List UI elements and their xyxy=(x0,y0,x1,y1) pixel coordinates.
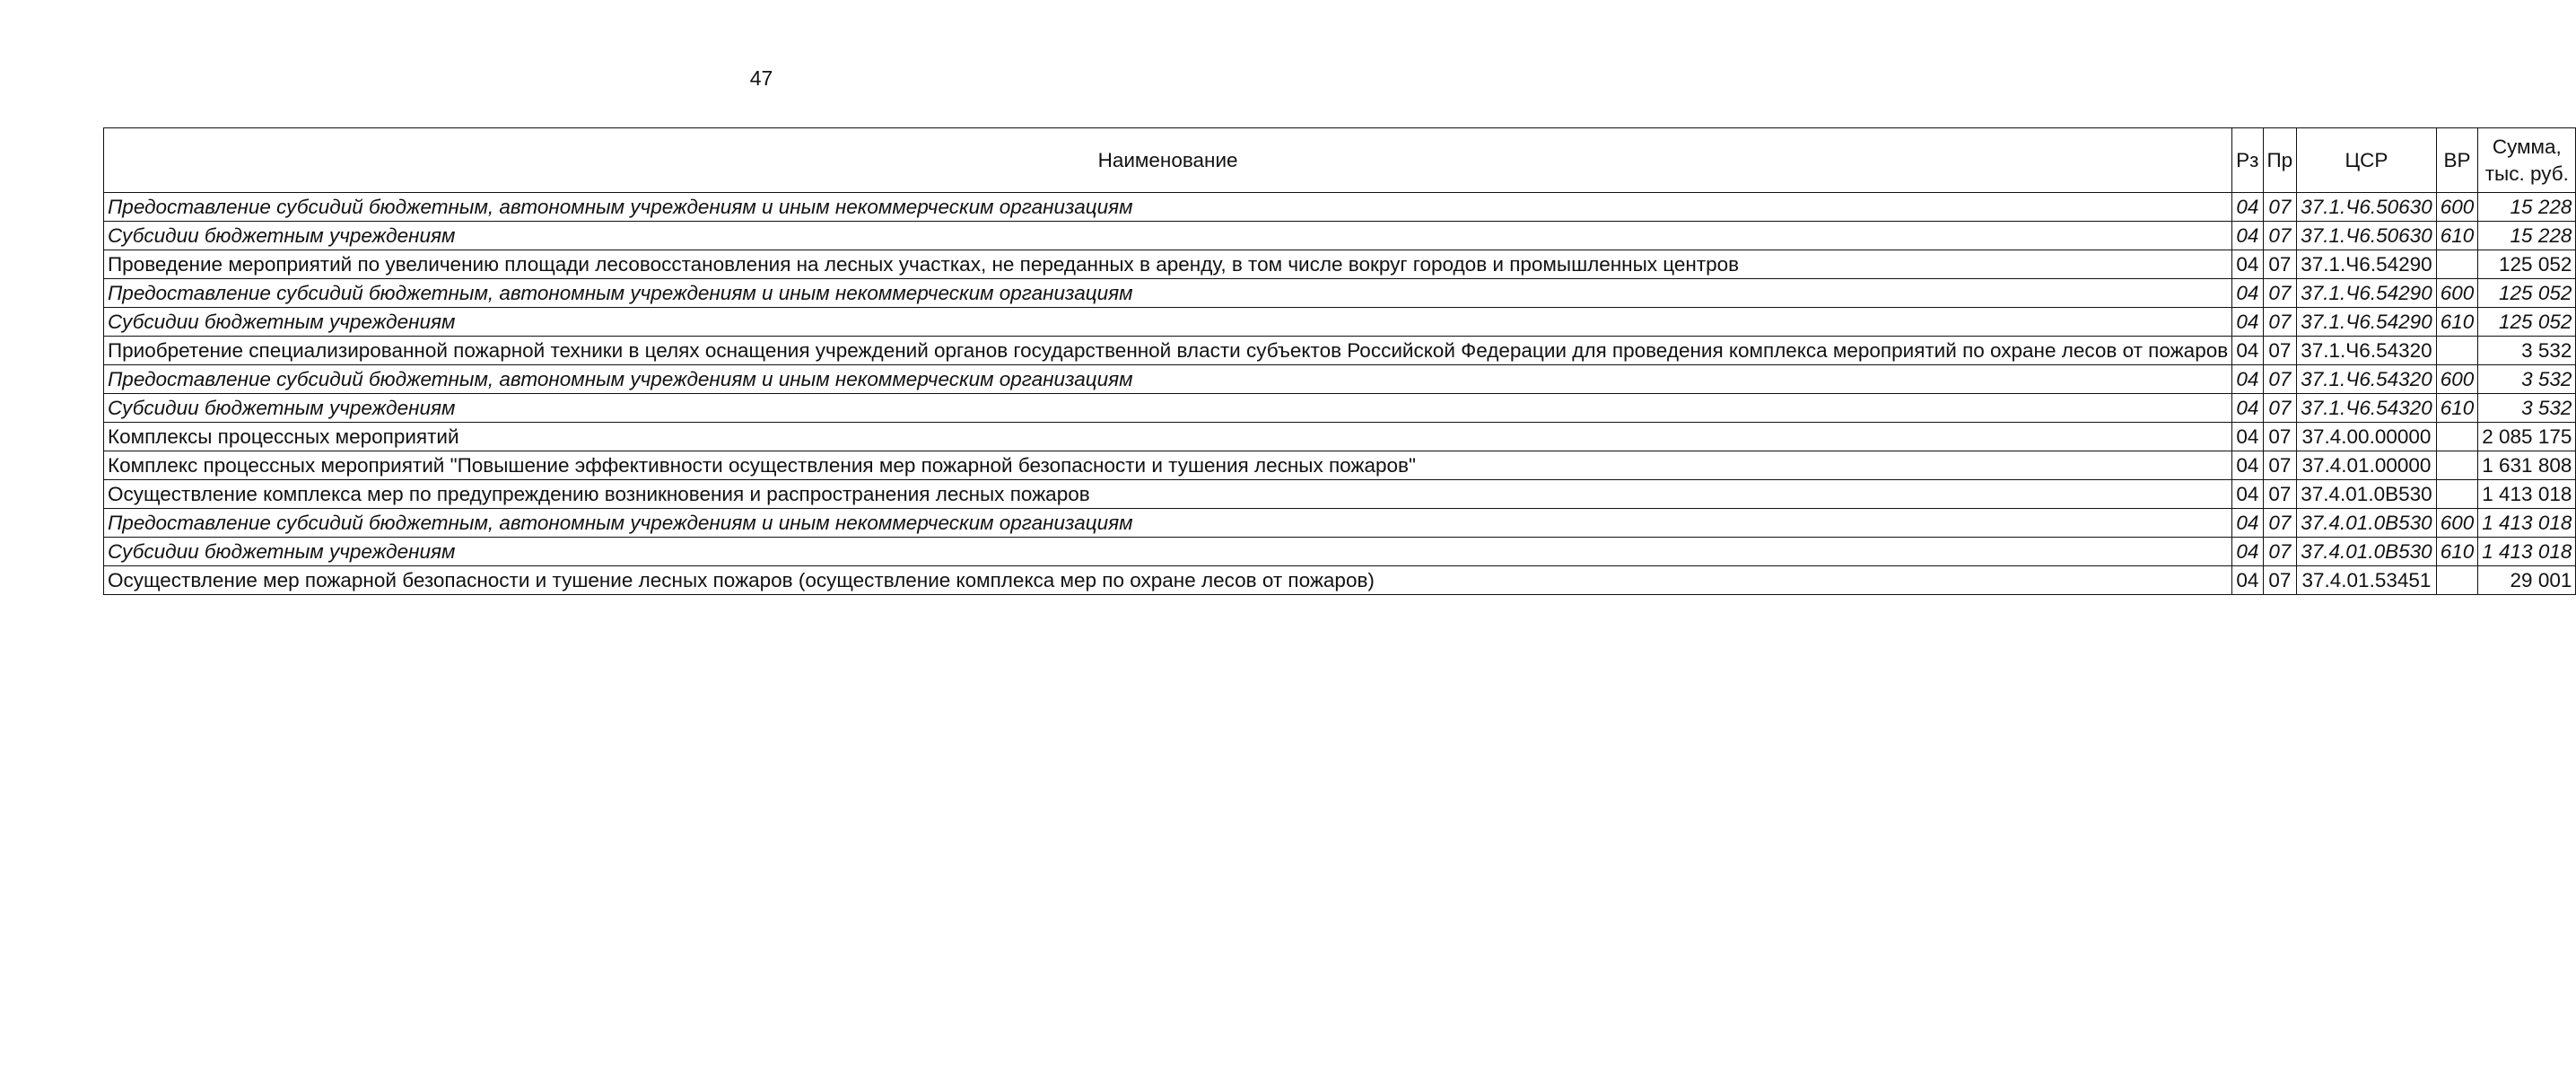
row-rz: 04 xyxy=(2232,566,2263,595)
table-row xyxy=(104,451,2576,480)
row-sum: 29 001 xyxy=(2478,566,2576,595)
row-name: Комплексы процессных мероприятий xyxy=(104,423,2232,451)
row-name: Приобретение специализированной пожарной техники в целях оснащения учреждений органов государственной власти субъектов Российской Федерации для проведения комплекса мероприятий по охране лесов от пожаров xyxy=(104,337,2232,365)
row-sum: 15 228 xyxy=(2478,193,2576,222)
row-vr xyxy=(2436,566,2478,595)
row-rz: 04 xyxy=(2232,480,2263,509)
row-vr: 610 xyxy=(2436,394,2478,423)
table-row xyxy=(104,423,2576,451)
row-rz: 04 xyxy=(2232,365,2263,394)
row-sum: 1 413 018 xyxy=(2478,509,2576,538)
page-number: 47 xyxy=(749,66,773,90)
row-name: Субсидии бюджетным учреждениям xyxy=(104,222,2232,250)
row-name: Предоставление субсидий бюджетным, автономным учреждениям и иным некоммерческим организациям xyxy=(104,365,2232,394)
row-vr: 610 xyxy=(2436,222,2478,250)
row-rz: 04 xyxy=(2232,451,2263,480)
row-csr: 37.4.01.0В530 xyxy=(2297,480,2437,509)
row-rz: 04 xyxy=(2232,509,2263,538)
row-vr xyxy=(2436,337,2478,365)
row-name: Комплекс процессных мероприятий "Повышение эффективности осуществления мер пожарной безопасности и тушения лесных пожаров" xyxy=(104,451,2232,480)
row-csr: 37.1.Ч6.54290 xyxy=(2297,250,2437,279)
row-pr: 07 xyxy=(2263,538,2297,566)
table-body xyxy=(104,193,2576,595)
table-row xyxy=(104,308,2576,337)
row-sum: 2 085 175 xyxy=(2478,423,2576,451)
header-name: Наименование xyxy=(104,128,2232,193)
table-header-row xyxy=(104,128,2576,193)
row-name: Предоставление субсидий бюджетным, автономным учреждениям и иным некоммерческим организациям xyxy=(104,509,2232,538)
row-name: Субсидии бюджетным учреждениям xyxy=(104,308,2232,337)
table-row xyxy=(104,365,2576,394)
table-row xyxy=(104,193,2576,222)
row-vr xyxy=(2436,451,2478,480)
table-row xyxy=(104,480,2576,509)
header-csr: ЦСР xyxy=(2297,128,2437,193)
row-sum: 3 532 xyxy=(2478,394,2576,423)
row-name: Осуществление мер пожарной безопасности и тушение лесных пожаров (осуществление комплекса мер по охране лесов от пожаров) xyxy=(104,566,2232,595)
row-rz: 04 xyxy=(2232,279,2263,308)
table-row xyxy=(104,222,2576,250)
row-vr: 610 xyxy=(2436,538,2478,566)
row-vr xyxy=(2436,423,2478,451)
row-rz: 04 xyxy=(2232,337,2263,365)
row-sum: 15 228 xyxy=(2478,222,2576,250)
row-name: Осуществление комплекса мер по предупреждению возникновения и распространения лесных пожаров xyxy=(104,480,2232,509)
row-sum: 1 413 018 xyxy=(2478,480,2576,509)
table-row xyxy=(104,538,2576,566)
row-pr: 07 xyxy=(2263,365,2297,394)
row-pr: 07 xyxy=(2263,480,2297,509)
table-row xyxy=(104,509,2576,538)
row-sum: 1 413 018 xyxy=(2478,538,2576,566)
row-sum: 1 631 808 xyxy=(2478,451,2576,480)
row-csr: 37.4.01.53451 xyxy=(2297,566,2437,595)
row-sum: 3 532 xyxy=(2478,337,2576,365)
row-csr: 37.1.Ч6.54290 xyxy=(2297,279,2437,308)
row-sum: 125 052 xyxy=(2478,308,2576,337)
header-sum-line2: тыс. руб. xyxy=(2484,162,2569,185)
table-row xyxy=(104,337,2576,365)
row-pr: 07 xyxy=(2263,193,2297,222)
header-vr: ВР xyxy=(2436,128,2478,193)
row-pr: 07 xyxy=(2263,423,2297,451)
header-sum xyxy=(2478,128,2576,193)
row-csr: 37.1.Ч6.54290 xyxy=(2297,308,2437,337)
row-pr: 07 xyxy=(2263,451,2297,480)
row-csr: 37.1.Ч6.54320 xyxy=(2297,394,2437,423)
row-name: Предоставление субсидий бюджетным, автономным учреждениям и иным некоммерческим организациям xyxy=(104,279,2232,308)
row-pr: 07 xyxy=(2263,222,2297,250)
row-rz: 04 xyxy=(2232,538,2263,566)
row-csr: 37.1.Ч6.50630 xyxy=(2297,222,2437,250)
row-sum: 125 052 xyxy=(2478,250,2576,279)
row-vr: 600 xyxy=(2436,365,2478,394)
row-name: Проведение мероприятий по увеличению площади лесовосстановления на лесных участках, не переданных в аренду, в том числе вокруг городов и промышленных центров xyxy=(104,250,2232,279)
row-vr: 600 xyxy=(2436,193,2478,222)
row-rz: 04 xyxy=(2232,394,2263,423)
row-pr: 07 xyxy=(2263,566,2297,595)
row-csr: 37.4.01.00000 xyxy=(2297,451,2437,480)
row-vr: 600 xyxy=(2436,509,2478,538)
row-vr xyxy=(2436,250,2478,279)
row-pr: 07 xyxy=(2263,394,2297,423)
row-rz: 04 xyxy=(2232,308,2263,337)
row-pr: 07 xyxy=(2263,279,2297,308)
table-row xyxy=(104,566,2576,595)
header-sum-line1: Сумма, xyxy=(2492,135,2562,158)
row-vr: 600 xyxy=(2436,279,2478,308)
row-rz: 04 xyxy=(2232,423,2263,451)
table-row xyxy=(104,279,2576,308)
row-csr: 37.4.00.00000 xyxy=(2297,423,2437,451)
header-pr: Пр xyxy=(2263,128,2297,193)
row-rz: 04 xyxy=(2232,222,2263,250)
row-sum: 125 052 xyxy=(2478,279,2576,308)
row-name: Предоставление субсидий бюджетным, автономным учреждениям и иным некоммерческим организациям xyxy=(104,193,2232,222)
table-row xyxy=(104,250,2576,279)
row-rz: 04 xyxy=(2232,193,2263,222)
row-vr xyxy=(2436,480,2478,509)
row-pr: 07 xyxy=(2263,337,2297,365)
table-row xyxy=(104,394,2576,423)
row-pr: 07 xyxy=(2263,308,2297,337)
row-sum: 3 532 xyxy=(2478,365,2576,394)
row-name: Субсидии бюджетным учреждениям xyxy=(104,538,2232,566)
budget-table xyxy=(103,127,2576,595)
row-csr: 37.4.01.0В530 xyxy=(2297,509,2437,538)
row-csr: 37.1.Ч6.54320 xyxy=(2297,337,2437,365)
header-rz: Рз xyxy=(2232,128,2263,193)
row-name: Субсидии бюджетным учреждениям xyxy=(104,394,2232,423)
row-vr: 610 xyxy=(2436,308,2478,337)
row-csr: 37.4.01.0В530 xyxy=(2297,538,2437,566)
row-csr: 37.1.Ч6.54320 xyxy=(2297,365,2437,394)
row-pr: 07 xyxy=(2263,509,2297,538)
row-csr: 37.1.Ч6.50630 xyxy=(2297,193,2437,222)
row-pr: 07 xyxy=(2263,250,2297,279)
row-rz: 04 xyxy=(2232,250,2263,279)
